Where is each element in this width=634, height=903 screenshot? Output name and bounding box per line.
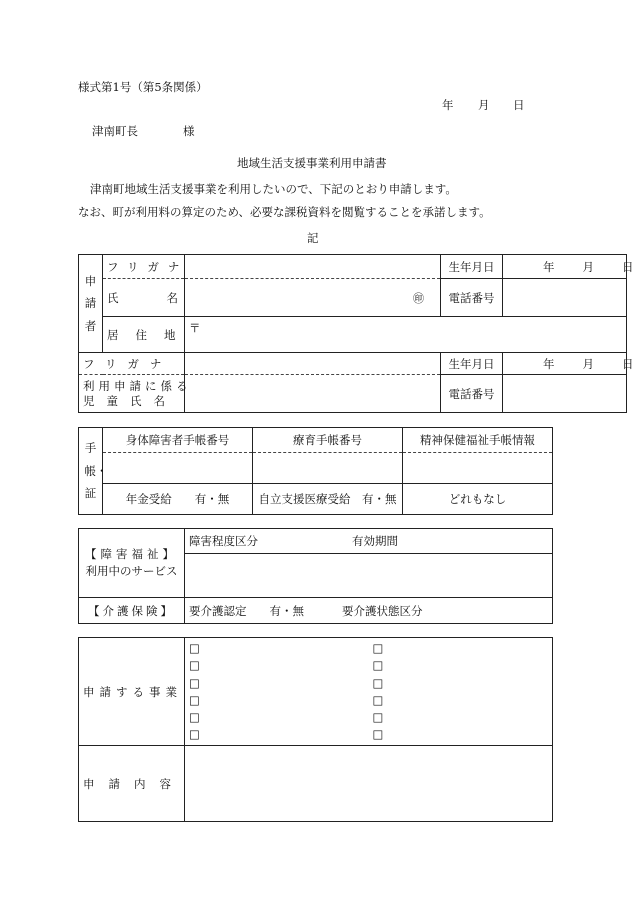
document-title: 地域生活支援事業利用申請書	[237, 156, 387, 170]
care-row	[185, 598, 553, 624]
applicant-furigana-field[interactable]	[185, 255, 441, 279]
handbook-group-label: 手帳・証	[79, 428, 103, 515]
checkbox-icon[interactable]: □	[372, 675, 384, 690]
welfare-label: 【障害福祉】 利用中のサービス	[79, 529, 185, 598]
child-phone-label: 電話番号	[441, 375, 503, 413]
checkbox-icon[interactable]: □	[372, 641, 384, 655]
ki-label: 記	[307, 231, 319, 245]
child-furigana-field[interactable]	[185, 353, 441, 375]
disability-class-label: 障害程度区分	[189, 534, 258, 548]
checkbox-icon[interactable]: □	[189, 675, 200, 690]
child-phone-field[interactable]	[503, 375, 627, 413]
col-mental-handbook: 精神保健福祉手帳情報	[403, 428, 553, 453]
postal-mark: 〒	[189, 321, 201, 335]
checkbox-column-right	[369, 638, 553, 746]
applicant-table	[78, 254, 634, 413]
applicant-name-label: 氏名	[103, 279, 185, 317]
applicant-address-field[interactable]	[185, 317, 627, 353]
content-field[interactable]	[185, 746, 553, 822]
care-insurance-label: 【介護保険】	[79, 598, 185, 624]
date-year-label: 年	[442, 98, 454, 112]
applicant-birth-field[interactable]: 年 月 日	[503, 255, 627, 279]
application-table	[78, 637, 553, 822]
checkbox-icon[interactable]: □	[372, 727, 384, 742]
honorific: 様	[183, 124, 195, 138]
medical-receipt[interactable]: 自立支援医療受給 有・無	[253, 484, 403, 515]
intro-line-1: 津南町地域生活支援事業を利用したいので、下記のとおり申請します。	[90, 182, 457, 196]
checkbox-icon[interactable]: □	[189, 692, 200, 707]
child-name-field[interactable]	[185, 375, 441, 413]
col-physical-handbook: 身体障害者手帳番号	[103, 428, 253, 453]
valid-period-label: 有効期間	[352, 534, 398, 548]
child-furigana-label: フリガナ	[79, 353, 185, 375]
child-birth-label: 生年月日	[441, 353, 503, 375]
service-table	[78, 528, 553, 624]
checkbox-icon[interactable]: □	[372, 658, 384, 673]
addressee: 津南町長	[92, 124, 138, 138]
applicant-furigana-label: フリガナ	[103, 255, 185, 279]
service-in-use-field[interactable]	[185, 554, 553, 598]
applicant-birth-label: 生年月日	[441, 255, 503, 279]
applicant-phone-label: 電話番号	[441, 279, 503, 317]
handbook-table	[78, 427, 553, 515]
checkbox-icon[interactable]: □	[189, 710, 200, 725]
child-name-label: 利用申請に係る 児童氏名	[79, 375, 185, 413]
checkbox-icon[interactable]: □	[189, 727, 200, 742]
date-day-label: 日	[513, 98, 525, 112]
rehab-handbook-field[interactable]	[253, 453, 403, 484]
applicant-group-label: 申請者	[79, 255, 103, 353]
child-birth-field[interactable]: 年 月 日	[503, 353, 627, 375]
physical-handbook-field[interactable]	[103, 453, 253, 484]
none-option[interactable]: どれもなし	[403, 484, 553, 515]
applicant-phone-field[interactable]	[503, 279, 627, 317]
date-month-label: 月	[478, 98, 490, 112]
checkbox-icon[interactable]: □	[189, 641, 200, 655]
care-level-label: 要介護状態区分	[342, 603, 423, 618]
pension-receipt[interactable]: 年金受給 有・無	[103, 484, 253, 515]
form-number: 様式第1号（第5条関係）	[78, 80, 208, 94]
care-certification[interactable]: 要介護認定 有・無	[189, 603, 304, 618]
applicant-address-label: 居住地	[103, 317, 185, 353]
disability-class-row	[185, 529, 553, 554]
checkbox-column-left	[185, 638, 369, 746]
mental-handbook-field[interactable]	[403, 453, 553, 484]
checkbox-icon[interactable]: □	[189, 658, 200, 673]
col-rehab-handbook: 療育手帳番号	[253, 428, 403, 453]
checkbox-icon[interactable]: □	[372, 710, 384, 725]
content-label: 申請内容	[79, 746, 185, 822]
checkbox-icon[interactable]: □	[372, 692, 384, 707]
intro-line-2: なお、町が利用料の算定のため、必要な課税資料を閲覧することを承諾します。	[78, 205, 491, 219]
project-label: 申請する事業	[79, 638, 185, 746]
seal-icon: ㊞	[413, 291, 424, 305]
